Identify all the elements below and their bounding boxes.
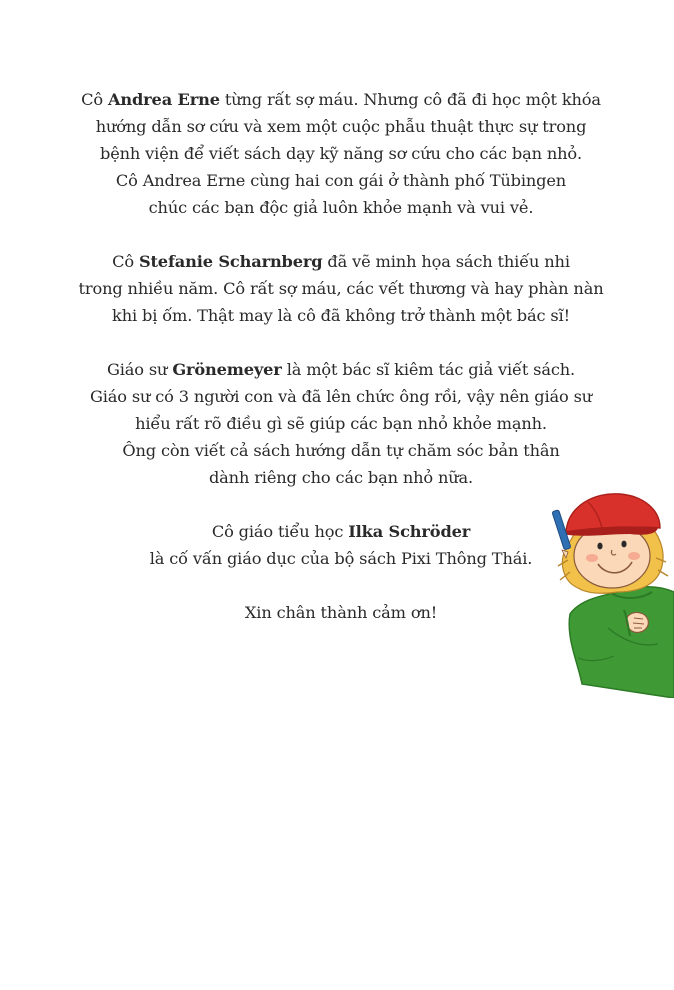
eye-left	[597, 543, 602, 550]
consultant-name: Grönemeyer	[172, 360, 282, 379]
educator-name: Ilka Schröder	[348, 522, 471, 541]
text-line: hiểu rất rõ điều gì sẽ giúp các bạn nhỏ khỏe mạnh.	[135, 414, 547, 433]
author-name: Andrea Erne	[107, 90, 220, 109]
paragraph-stefanie-scharnberg	[40, 248, 642, 329]
cap	[566, 494, 660, 532]
text-line: Cô Andrea Erne cùng hai con gái ở thành phố Tübingen	[115, 171, 567, 190]
shirt	[569, 587, 674, 698]
text-line: khi bị ốm. Thật may là cô đã không trở thành một bác sĩ!	[112, 306, 570, 325]
text-line: dành riêng cho các bạn nhỏ nữa.	[208, 468, 474, 487]
text-line: Cô Stefanie Scharnberg đã vẽ minh họa sách thiếu nhi	[112, 252, 570, 271]
cheek-left	[586, 554, 598, 562]
text-line: chúc các bạn độc giả luôn khỏe mạnh và vui vẻ.	[148, 198, 534, 217]
text-line: bệnh viện để viết sách dạy kỹ năng sơ cứu cho các bạn nhỏ.	[99, 144, 582, 163]
thanks-line: Xin chân thành cảm ơn!	[244, 603, 438, 622]
text-line: là cố vấn giáo dục của bộ sách Pixi Thông Thái.	[149, 549, 533, 568]
text-line: hướng dẫn sơ cứu và xem một cuộc phẫu thuật thực sự trong	[95, 117, 587, 136]
text-line: Cô giáo tiểu học Ilka Schröder	[211, 522, 471, 541]
paragraph-andrea-erne	[40, 86, 642, 221]
text-line: Giáo sư Grönemeyer là một bác sĩ kiêm tác giả viết sách.	[106, 360, 576, 379]
cheek-right	[628, 552, 640, 560]
text-line: Giáo sư có 3 người con và đã lên chức ông rồi, vậy nên giáo sư	[89, 387, 593, 406]
text-line: Cô Andrea Erne từng rất sợ máu. Nhưng cô đã đi học một khóa	[81, 90, 601, 109]
eye-right	[621, 541, 626, 548]
text-line: Ông còn viết cả sách hướng dẫn tự chăm sóc bản thân	[122, 441, 560, 460]
paragraph-gronemeyer	[40, 356, 642, 491]
illustrator-name: Stefanie Scharnberg	[138, 252, 323, 271]
cartoon-boy-icon	[548, 488, 674, 698]
text-line: trong nhiều năm. Cô rất sợ máu, các vết thương và hay phàn nàn	[78, 279, 604, 298]
